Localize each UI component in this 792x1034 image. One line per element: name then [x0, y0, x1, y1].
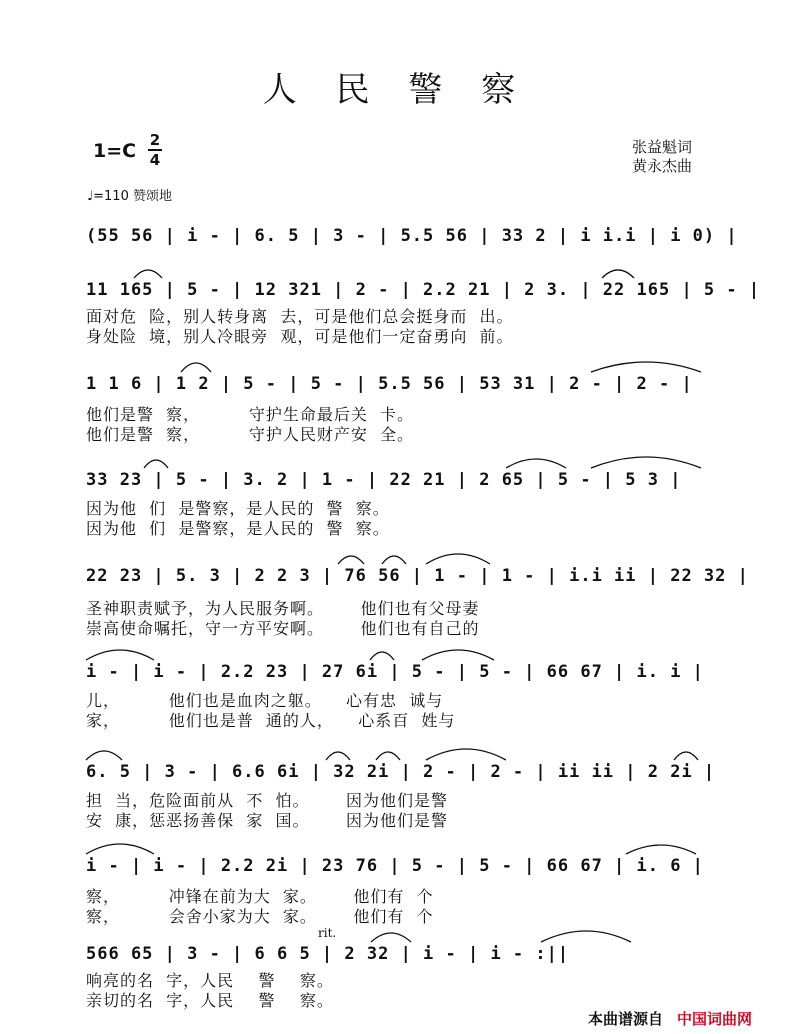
notation-line: 22 23 | 5. 3 | 2 2 3 | 76 56 | 1 - | 1 - | i.i ii | 22 32 |	[86, 566, 749, 586]
credits	[632, 138, 692, 176]
lyric-verse-1: 响亮的名 字，人民 警 察。	[86, 971, 334, 990]
source-credit	[588, 1008, 752, 1029]
lyric-verse-2: 因为他 们 是警察，是人民的 警 察。	[86, 519, 390, 538]
composer: 黄永杰曲	[632, 157, 693, 175]
source-label: 本曲谱源自	[588, 1010, 664, 1028]
lyric-verse-2: 察， 会舍小家为大 家。 他们有 个	[86, 907, 434, 926]
tempo-marking: ♩=110 赞颂地	[87, 189, 172, 204]
song-title: 人 民 警 察	[262, 70, 530, 110]
lyric-verse-1: 他们是警 察， 守护生命最后关 卡。	[86, 405, 415, 424]
time-signature	[148, 132, 162, 168]
lyric-verse-1: 担 当，危险面前从 不 怕。 因为他们是警	[86, 791, 449, 810]
notation-line: i - | i - | 2.2 2i | 23 76 | 5 - | 5 - | 66 67 | i. 6 |	[86, 856, 704, 876]
notation-line: 566 65 | 3 - | 6 6 5 | 2 32 | i - | i - :||	[86, 944, 570, 964]
notation-line: (55 56 | i - | 6. 5 | 3 - | 5.5 56 | 33 2 | i i.i | i 0) |	[86, 226, 738, 246]
time-bottom: 4	[149, 151, 161, 169]
notation-line: 33 23 | 5 - | 3. 2 | 1 - | 22 21 | 2 65 | 5 - | 5 3 |	[86, 470, 682, 490]
lyric-verse-1: 圣神职责赋予，为人民服务啊。 他们也有父母妻	[86, 599, 480, 618]
time-top: 2	[149, 131, 161, 149]
lyric-verse-2: 他们是警 察， 守护人民财产安 全。	[86, 425, 415, 444]
source-site-link[interactable]: 中国词曲网	[677, 1010, 753, 1028]
lyric-verse-2: 安 康，惩恶扬善保 家 国。 因为他们是警	[86, 811, 449, 830]
lyric-verse-1: 儿， 他们也是血肉之躯。 心有忠 诚与	[86, 691, 444, 710]
notation-line: 6. 5 | 3 - | 6.6 6i | 32 2i | 2 - | 2 - | ii ii | 2 2i |	[86, 762, 716, 782]
notation-line: 11 165 | 5 - | 12 321 | 2 - | 2.2 21 | 2 3. | 22 165 | 5 - |	[86, 280, 761, 300]
notation-line: i - | i - | 2.2 23 | 27 6i | 5 - | 5 - | 66 67 | i. i |	[86, 662, 704, 682]
key-signature: 1=C	[93, 140, 137, 162]
lyric-verse-2: 亲切的名 字，人民 警 察。	[86, 991, 334, 1010]
lyric-verse-1: 因为他 们 是警察，是人民的 警 察。	[86, 499, 390, 518]
lyric-verse-2: 身处险 境，别人冷眼旁 观，可是他们一定奋勇向 前。	[86, 327, 514, 346]
lyric-verse-1: 察， 冲锋在前为大 家。 他们有 个	[86, 887, 434, 906]
lyric-verse-2: 崇高使命嘱托，守一方平安啊。 他们也有自己的	[86, 619, 480, 638]
lyric-verse-1: 面对危 险，别人转身离 去，可是他们总会挺身而 出。	[86, 307, 514, 326]
ritardando-mark: rit.	[318, 926, 337, 940]
notation-line: 1 1 6 | 1 2 | 5 - | 5 - | 5.5 56 | 53 31 | 2 - | 2 - |	[86, 374, 693, 394]
lyricist: 张益魁词	[632, 138, 693, 156]
lyric-verse-2: 家， 他们也是普 通的人， 心系百 姓与	[86, 711, 456, 730]
